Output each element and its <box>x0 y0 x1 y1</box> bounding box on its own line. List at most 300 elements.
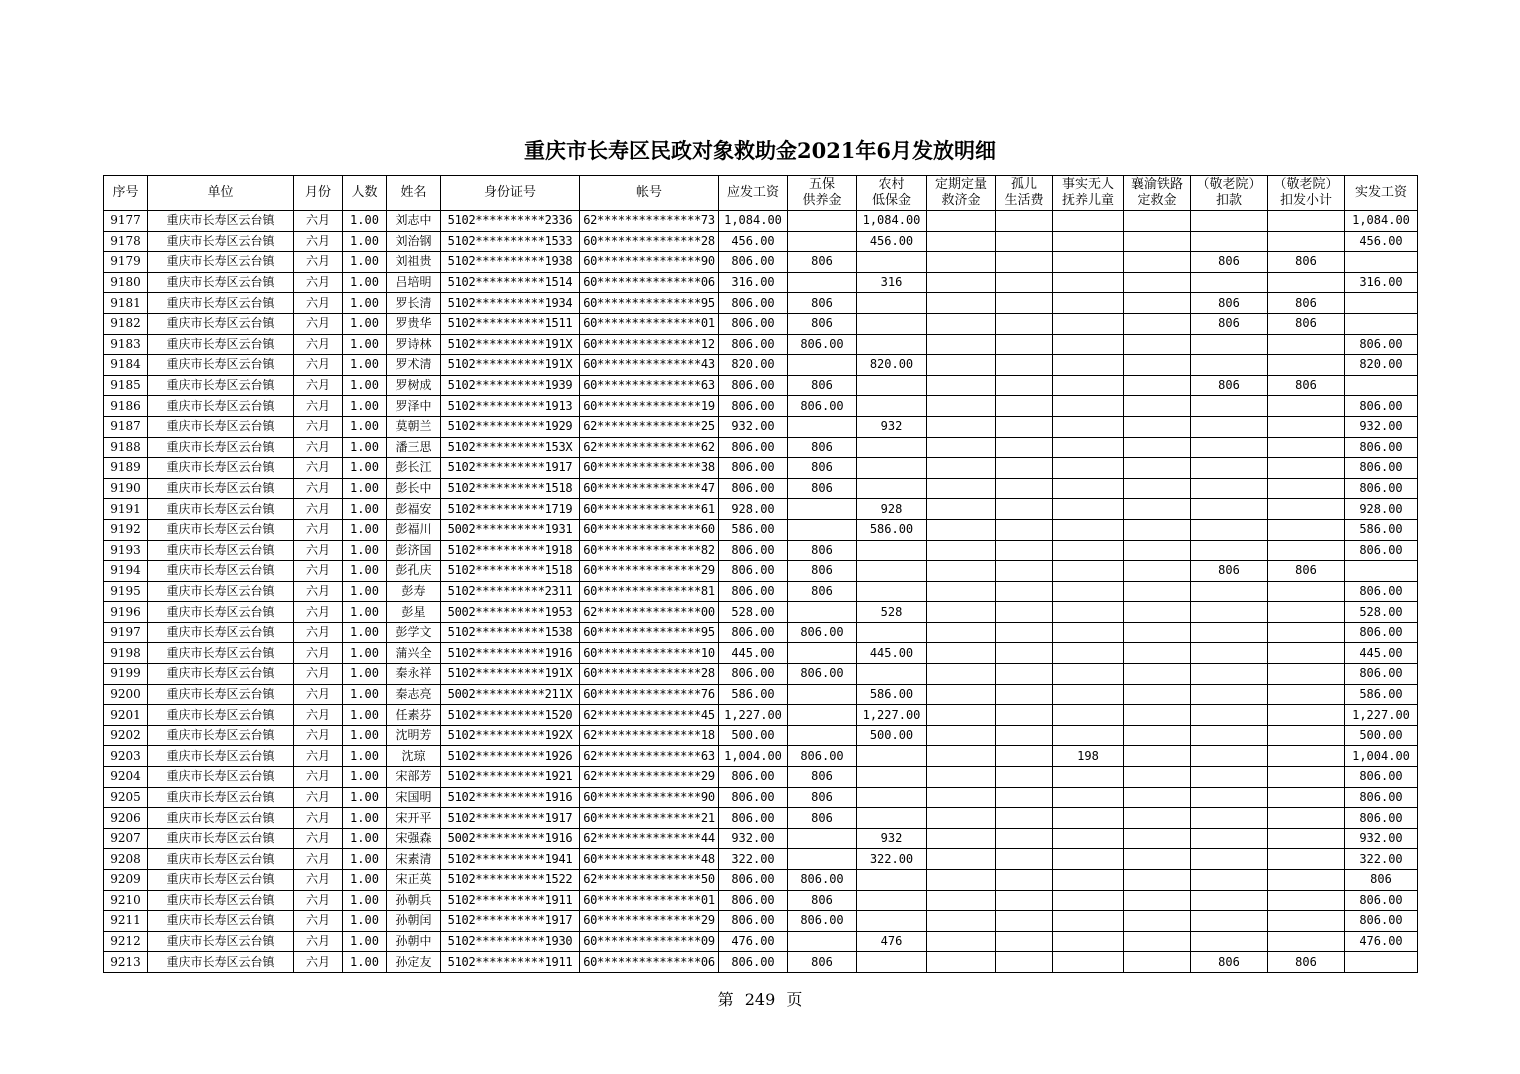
cell-actual <box>1345 375 1418 396</box>
cell-xiangyu <box>1124 684 1191 705</box>
table-row <box>104 746 1418 767</box>
cell-jingsub <box>1268 540 1345 561</box>
cell-people: 1.00 <box>343 375 387 396</box>
cell-acct: 60***************43 <box>580 355 719 376</box>
cell-unit: 重庆市长寿区云台镇 <box>148 911 294 932</box>
cell-jingkou <box>1191 334 1268 355</box>
cell-acct: 62***************73 <box>580 211 719 232</box>
cell-jingkou <box>1191 643 1268 664</box>
cell-due: 806.00 <box>719 767 788 788</box>
table-row <box>104 931 1418 952</box>
cell-xiangyu <box>1124 602 1191 623</box>
table-row <box>104 416 1418 437</box>
cell-dingqi <box>927 334 996 355</box>
cell-guer <box>996 231 1053 252</box>
column-header-text: 序号 <box>112 185 139 200</box>
cell-acct: 62***************45 <box>580 705 719 726</box>
cell-jingkou <box>1191 602 1268 623</box>
cell-shishi <box>1053 643 1124 664</box>
cell-due: 806.00 <box>719 581 788 602</box>
cell-seq: 9211 <box>104 911 148 932</box>
cell-shishi <box>1053 416 1124 437</box>
cell-xiangyu <box>1124 334 1191 355</box>
cell-seq: 9188 <box>104 437 148 458</box>
cell-xiangyu <box>1124 231 1191 252</box>
cell-acct: 62***************63 <box>580 746 719 767</box>
cell-dingqi <box>927 293 996 314</box>
cell-name: 潘三思 <box>387 437 441 458</box>
cell-wubao <box>788 416 857 437</box>
cell-xiangyu <box>1124 478 1191 499</box>
cell-due: 806.00 <box>719 313 788 334</box>
cell-xiangyu <box>1124 746 1191 767</box>
cell-seq: 9197 <box>104 622 148 643</box>
cell-unit: 重庆市长寿区云台镇 <box>148 293 294 314</box>
cell-dingqi <box>927 787 996 808</box>
cell-dingqi <box>927 911 996 932</box>
cell-id: 5002**********1931 <box>441 519 580 540</box>
cell-month: 六月 <box>294 519 343 540</box>
cell-seq: 9205 <box>104 787 148 808</box>
cell-xiangyu <box>1124 293 1191 314</box>
cell-dingqi <box>927 499 996 520</box>
cell-xiangyu <box>1124 890 1191 911</box>
cell-unit: 重庆市长寿区云台镇 <box>148 787 294 808</box>
cell-acct: 60***************29 <box>580 911 719 932</box>
cell-jingkou <box>1191 911 1268 932</box>
cell-dingqi <box>927 519 996 540</box>
cell-acct: 60***************90 <box>580 252 719 273</box>
cell-jingsub <box>1268 437 1345 458</box>
cell-dingqi <box>927 313 996 334</box>
cell-dingqi <box>927 272 996 293</box>
cell-xiangyu <box>1124 375 1191 396</box>
cell-guer <box>996 499 1053 520</box>
cell-name: 吕培明 <box>387 272 441 293</box>
column-header-guer <box>996 176 1053 211</box>
cell-dingqi <box>927 581 996 602</box>
cell-due: 806.00 <box>719 334 788 355</box>
cell-dingqi <box>927 828 996 849</box>
cell-name: 罗贵华 <box>387 313 441 334</box>
cell-unit: 重庆市长寿区云台镇 <box>148 684 294 705</box>
cell-dibao: 932 <box>857 416 927 437</box>
cell-name: 彭星 <box>387 602 441 623</box>
cell-unit: 重庆市长寿区云台镇 <box>148 931 294 952</box>
cell-guer <box>996 643 1053 664</box>
cell-shishi <box>1053 561 1124 582</box>
cell-unit: 重庆市长寿区云台镇 <box>148 746 294 767</box>
cell-actual: 928.00 <box>1345 499 1418 520</box>
cell-actual: 806.00 <box>1345 808 1418 829</box>
column-header-dibao <box>857 176 927 211</box>
cell-guer <box>996 272 1053 293</box>
page-title: 重庆市长寿区民政对象救助金2021年6月发放明细 <box>523 138 997 163</box>
cell-shishi <box>1053 684 1124 705</box>
cell-actual: 806.00 <box>1345 767 1418 788</box>
cell-id: 5102**********2336 <box>441 211 580 232</box>
cell-due: 928.00 <box>719 499 788 520</box>
cell-name: 孙朝中 <box>387 931 441 952</box>
cell-guer <box>996 355 1053 376</box>
column-header-text: 身份证号 <box>483 185 536 200</box>
cell-seq: 9187 <box>104 416 148 437</box>
cell-month: 六月 <box>294 828 343 849</box>
cell-jingsub: 806 <box>1268 252 1345 273</box>
cell-jingkou <box>1191 622 1268 643</box>
cell-actual: 316.00 <box>1345 272 1418 293</box>
cell-due: 806.00 <box>719 375 788 396</box>
cell-jingsub <box>1268 581 1345 602</box>
cell-shishi <box>1053 313 1124 334</box>
cell-actual: 806.00 <box>1345 396 1418 417</box>
cell-wubao <box>788 828 857 849</box>
cell-jingkou: 806 <box>1191 252 1268 273</box>
cell-dibao <box>857 870 927 891</box>
cell-month: 六月 <box>294 849 343 870</box>
cell-people: 1.00 <box>343 396 387 417</box>
cell-unit: 重庆市长寿区云台镇 <box>148 828 294 849</box>
cell-id: 5102**********1926 <box>441 746 580 767</box>
cell-dibao: 476 <box>857 931 927 952</box>
cell-seq: 9183 <box>104 334 148 355</box>
cell-month: 六月 <box>294 313 343 334</box>
cell-jingkou <box>1191 787 1268 808</box>
cell-guer <box>996 931 1053 952</box>
cell-people: 1.00 <box>343 581 387 602</box>
cell-seq: 9199 <box>104 664 148 685</box>
cell-id: 5102**********1941 <box>441 849 580 870</box>
cell-shishi <box>1053 931 1124 952</box>
cell-xiangyu <box>1124 416 1191 437</box>
cell-name: 罗术清 <box>387 355 441 376</box>
cell-actual: 1,227.00 <box>1345 705 1418 726</box>
cell-month: 六月 <box>294 478 343 499</box>
cell-unit: 重庆市长寿区云台镇 <box>148 849 294 870</box>
cell-jingsub: 806 <box>1268 293 1345 314</box>
cell-dibao: 456.00 <box>857 231 927 252</box>
cell-jingkou: 806 <box>1191 561 1268 582</box>
column-header-unit <box>148 176 294 211</box>
cell-dibao <box>857 437 927 458</box>
cell-seq: 9196 <box>104 602 148 623</box>
table-row <box>104 334 1418 355</box>
cell-people: 1.00 <box>343 437 387 458</box>
cell-id: 5102**********1518 <box>441 478 580 499</box>
cell-jingsub <box>1268 499 1345 520</box>
cell-acct: 60***************12 <box>580 334 719 355</box>
cell-shishi <box>1053 396 1124 417</box>
column-header-text: 定救金 <box>1137 193 1177 208</box>
cell-people: 1.00 <box>343 849 387 870</box>
cell-name: 刘志中 <box>387 211 441 232</box>
cell-id: 5102**********1939 <box>441 375 580 396</box>
cell-shishi <box>1053 375 1124 396</box>
column-header-text: 扣发小计 <box>1279 193 1332 208</box>
cell-jingsub <box>1268 849 1345 870</box>
cell-unit: 重庆市长寿区云台镇 <box>148 334 294 355</box>
column-header-text: 农村 <box>878 177 905 192</box>
table-row <box>104 272 1418 293</box>
cell-jingsub <box>1268 931 1345 952</box>
cell-acct: 60***************01 <box>580 313 719 334</box>
cell-shishi <box>1053 478 1124 499</box>
cell-shishi <box>1053 828 1124 849</box>
cell-jingkou: 806 <box>1191 952 1268 973</box>
cell-jingkou <box>1191 684 1268 705</box>
column-header-due <box>719 176 788 211</box>
cell-shishi <box>1053 952 1124 973</box>
cell-dibao: 586.00 <box>857 684 927 705</box>
cell-xiangyu <box>1124 725 1191 746</box>
cell-month: 六月 <box>294 705 343 726</box>
cell-dingqi <box>927 231 996 252</box>
cell-name: 彭孔庆 <box>387 561 441 582</box>
cell-jingkou <box>1191 478 1268 499</box>
cell-jingkou <box>1191 705 1268 726</box>
cell-guer <box>996 870 1053 891</box>
cell-jingkou <box>1191 416 1268 437</box>
cell-jingkou <box>1191 437 1268 458</box>
cell-actual: 1,004.00 <box>1345 746 1418 767</box>
cell-unit: 重庆市长寿区云台镇 <box>148 355 294 376</box>
cell-xiangyu <box>1124 581 1191 602</box>
cell-jingsub <box>1268 396 1345 417</box>
cell-wubao: 806.00 <box>788 622 857 643</box>
cell-shishi <box>1053 890 1124 911</box>
cell-due: 806.00 <box>719 561 788 582</box>
column-header-shishi <box>1053 176 1124 211</box>
cell-id: 5002**********1916 <box>441 828 580 849</box>
cell-jingkou <box>1191 870 1268 891</box>
cell-id: 5102**********1916 <box>441 787 580 808</box>
cell-acct: 60***************29 <box>580 561 719 582</box>
cell-unit: 重庆市长寿区云台镇 <box>148 808 294 829</box>
cell-jingkou <box>1191 725 1268 746</box>
cell-dibao <box>857 622 927 643</box>
cell-due: 1,004.00 <box>719 746 788 767</box>
cell-id: 5102**********1913 <box>441 396 580 417</box>
cell-seq: 9201 <box>104 705 148 726</box>
cell-due: 806.00 <box>719 808 788 829</box>
cell-jingsub <box>1268 355 1345 376</box>
cell-unit: 重庆市长寿区云台镇 <box>148 272 294 293</box>
cell-due: 586.00 <box>719 519 788 540</box>
cell-seq: 9207 <box>104 828 148 849</box>
cell-actual: 586.00 <box>1345 519 1418 540</box>
cell-seq: 9193 <box>104 540 148 561</box>
cell-people: 1.00 <box>343 767 387 788</box>
cell-people: 1.00 <box>343 870 387 891</box>
column-header-text: 五保 <box>808 177 835 192</box>
cell-dibao <box>857 458 927 479</box>
cell-id: 5102**********2311 <box>441 581 580 602</box>
cell-wubao: 806.00 <box>788 870 857 891</box>
cell-seq: 9194 <box>104 561 148 582</box>
cell-actual: 500.00 <box>1345 725 1418 746</box>
cell-wubao <box>788 705 857 726</box>
table-row <box>104 767 1418 788</box>
footer-prefix: 第 <box>717 990 734 1009</box>
cell-id: 5102**********153X <box>441 437 580 458</box>
cell-acct: 62***************62 <box>580 437 719 458</box>
cell-xiangyu <box>1124 643 1191 664</box>
table-body <box>104 211 1418 973</box>
cell-seq: 9192 <box>104 519 148 540</box>
cell-wubao: 806 <box>788 313 857 334</box>
cell-id: 5102**********1514 <box>441 272 580 293</box>
cell-seq: 9184 <box>104 355 148 376</box>
cell-jingkou: 806 <box>1191 375 1268 396</box>
cell-jingkou <box>1191 890 1268 911</box>
cell-acct: 60***************90 <box>580 787 719 808</box>
cell-jingsub <box>1268 519 1345 540</box>
cell-id: 5102**********1511 <box>441 313 580 334</box>
cell-unit: 重庆市长寿区云台镇 <box>148 767 294 788</box>
cell-xiangyu <box>1124 458 1191 479</box>
cell-due: 932.00 <box>719 416 788 437</box>
relief-payment-table <box>103 175 1418 973</box>
cell-actual: 806.00 <box>1345 581 1418 602</box>
cell-actual <box>1345 252 1418 273</box>
cell-guer <box>996 581 1053 602</box>
cell-acct: 60***************06 <box>580 272 719 293</box>
cell-id: 5102**********1520 <box>441 705 580 726</box>
cell-dibao: 528 <box>857 602 927 623</box>
cell-due: 806.00 <box>719 787 788 808</box>
cell-guer <box>996 293 1053 314</box>
cell-actual: 806 <box>1345 870 1418 891</box>
cell-name: 沈琼 <box>387 746 441 767</box>
column-header-text: 帐号 <box>635 185 662 200</box>
cell-acct: 60***************01 <box>580 890 719 911</box>
cell-seq: 9198 <box>104 643 148 664</box>
table-row <box>104 252 1418 273</box>
cell-unit: 重庆市长寿区云台镇 <box>148 561 294 582</box>
cell-acct: 60***************60 <box>580 519 719 540</box>
cell-wubao <box>788 725 857 746</box>
cell-shishi <box>1053 622 1124 643</box>
cell-due: 806.00 <box>719 911 788 932</box>
cell-people: 1.00 <box>343 725 387 746</box>
cell-shishi <box>1053 355 1124 376</box>
column-header-text: 供养金 <box>802 193 842 208</box>
cell-dingqi <box>927 890 996 911</box>
cell-seq: 9206 <box>104 808 148 829</box>
cell-wubao: 806 <box>788 787 857 808</box>
table-row <box>104 581 1418 602</box>
cell-actual: 322.00 <box>1345 849 1418 870</box>
cell-due: 528.00 <box>719 602 788 623</box>
cell-unit: 重庆市长寿区云台镇 <box>148 622 294 643</box>
cell-seq: 9177 <box>104 211 148 232</box>
table-row <box>104 684 1418 705</box>
cell-guer <box>996 849 1053 870</box>
cell-id: 5102**********1916 <box>441 643 580 664</box>
cell-people: 1.00 <box>343 622 387 643</box>
cell-people: 1.00 <box>343 705 387 726</box>
column-header-text: 姓名 <box>400 185 427 200</box>
cell-jingsub: 806 <box>1268 952 1345 973</box>
cell-shishi <box>1053 849 1124 870</box>
cell-name: 孙定友 <box>387 952 441 973</box>
cell-jingsub <box>1268 767 1345 788</box>
cell-seq: 9195 <box>104 581 148 602</box>
cell-guer <box>996 334 1053 355</box>
cell-wubao <box>788 602 857 623</box>
table-row <box>104 231 1418 252</box>
cell-xiangyu <box>1124 787 1191 808</box>
cell-jingkou <box>1191 664 1268 685</box>
column-header-text: 月份 <box>304 185 331 200</box>
cell-acct: 60***************95 <box>580 622 719 643</box>
table-row <box>104 540 1418 561</box>
cell-month: 六月 <box>294 622 343 643</box>
cell-shishi <box>1053 519 1124 540</box>
cell-actual: 806.00 <box>1345 437 1418 458</box>
cell-unit: 重庆市长寿区云台镇 <box>148 478 294 499</box>
cell-acct: 60***************38 <box>580 458 719 479</box>
cell-dingqi <box>927 808 996 829</box>
cell-wubao: 806 <box>788 581 857 602</box>
cell-acct: 60***************28 <box>580 664 719 685</box>
column-header-acct <box>580 176 719 211</box>
cell-dibao <box>857 561 927 582</box>
cell-actual <box>1345 561 1418 582</box>
column-header-text: 抚养儿童 <box>1061 193 1114 208</box>
cell-xiangyu <box>1124 828 1191 849</box>
table-row <box>104 911 1418 932</box>
cell-wubao: 806.00 <box>788 396 857 417</box>
cell-month: 六月 <box>294 911 343 932</box>
column-header-actual <box>1345 176 1418 211</box>
cell-due: 806.00 <box>719 664 788 685</box>
cell-shishi <box>1053 231 1124 252</box>
cell-jingsub <box>1268 684 1345 705</box>
cell-people: 1.00 <box>343 416 387 437</box>
cell-shishi <box>1053 211 1124 232</box>
column-header-text: 人数 <box>351 185 378 200</box>
cell-actual: 806.00 <box>1345 334 1418 355</box>
cell-xiangyu <box>1124 561 1191 582</box>
cell-wubao <box>788 211 857 232</box>
cell-name: 宋素清 <box>387 849 441 870</box>
cell-xiangyu <box>1124 622 1191 643</box>
cell-people: 1.00 <box>343 293 387 314</box>
cell-people: 1.00 <box>343 519 387 540</box>
cell-wubao <box>788 519 857 540</box>
column-header-text: 事实无人 <box>1061 177 1114 192</box>
cell-jingsub <box>1268 808 1345 829</box>
cell-jingkou <box>1191 231 1268 252</box>
cell-id: 5102**********1518 <box>441 561 580 582</box>
cell-month: 六月 <box>294 355 343 376</box>
cell-id: 5102**********1538 <box>441 622 580 643</box>
column-header-text: 应发工资 <box>726 185 779 200</box>
cell-name: 宋国明 <box>387 787 441 808</box>
cell-dibao: 445.00 <box>857 643 927 664</box>
cell-people: 1.00 <box>343 828 387 849</box>
cell-seq: 9185 <box>104 375 148 396</box>
cell-dibao <box>857 911 927 932</box>
cell-acct: 60***************81 <box>580 581 719 602</box>
cell-dingqi <box>927 458 996 479</box>
cell-shishi <box>1053 252 1124 273</box>
cell-guer <box>996 911 1053 932</box>
cell-actual: 445.00 <box>1345 643 1418 664</box>
cell-actual: 586.00 <box>1345 684 1418 705</box>
cell-wubao: 806.00 <box>788 746 857 767</box>
